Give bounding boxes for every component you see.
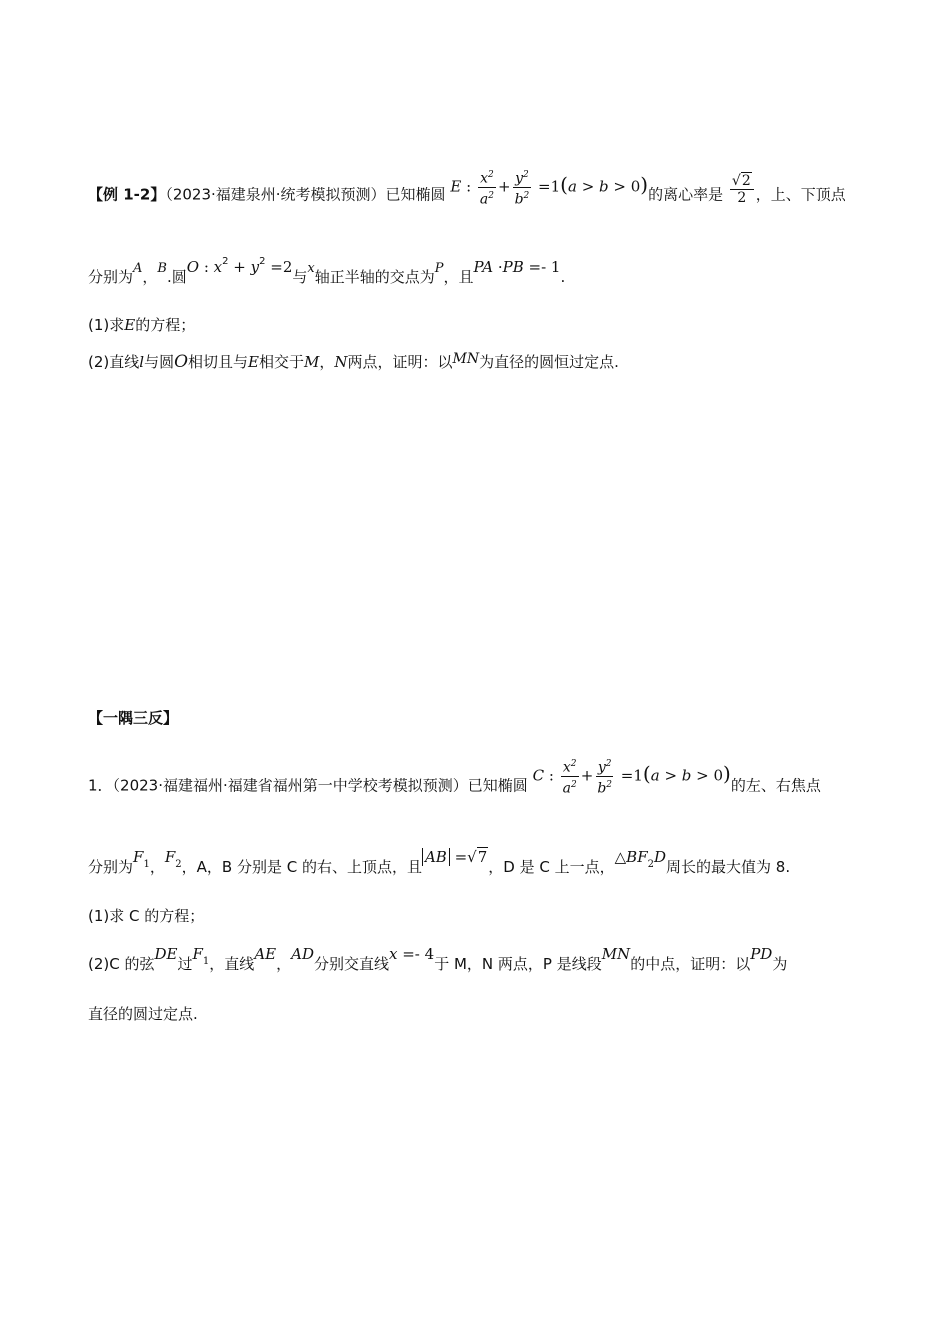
point-A: A — [133, 261, 143, 276]
point-M: M — [304, 353, 320, 371]
circle-O: O — [174, 352, 189, 372]
circle-equation-O: O : $x^2 + y^2 =2$ — [186, 256, 293, 276]
example-question-1: (1)求E的方程； — [88, 316, 196, 334]
focus-F1: $F_1$ — [133, 848, 150, 870]
symbol-E: E — [124, 316, 136, 334]
segment-MN-practice: MN — [601, 945, 631, 963]
dot-product-condition: PA ·PB =- 1 — [473, 258, 561, 276]
eccentricity-value: $\frac{√2}{2}$ — [730, 173, 754, 206]
practice-heading: 【一隅三反】 — [88, 709, 179, 727]
point-B: B — [157, 261, 167, 276]
practice-line-2: 分别为$F_1$，$F_2$，A，B 分别是 C 的右、上顶点，且AB =√7，D 是 C 上一点，$\triangle BF_2D$周长的最大值为 8. — [88, 848, 791, 876]
ellipse-equation-E: E : $\frac{x^2}{a^2}$ + $\frac{y^2}{b^2}$ =1(a > b > 0) — [450, 167, 648, 207]
practice-question-2-cont: 直径的圆过定点. — [88, 1005, 198, 1023]
point-P: P — [434, 261, 444, 276]
practice-question-1: (1)求 C 的方程； — [88, 907, 205, 925]
axis-x: x — [307, 261, 315, 276]
segment-MN: MN — [452, 351, 480, 367]
example-line-1: 【例 1-2】（2023·福建泉州·统考模拟预测）已知椭圆 E : $\frac{x^2}{a^2}$ + $\frac{y^2}{b^2}$ =1(a > b > 0)的离心率是 $\frac{√2}{2}$ ，上、下顶点 — [88, 175, 870, 215]
practice-question-2: (2)C 的弦DE过$F_1$，直线AE，AD分别交直线x =- 4于 M，N 两点，P 是线段MN的中点，证明：以PD为 — [88, 945, 788, 973]
point-N: N — [334, 353, 348, 371]
ellipse-equation-C: C : $\frac{x^2}{a^2}$ + $\frac{y^2}{b^2}$ =1(a > b > 0) — [533, 756, 731, 796]
example-line-2: 分别为A，B.圆O : $x^2 + y^2 =2$与x轴正半轴的交点为P，且PA ·PB =- 1. — [88, 256, 566, 286]
segment-PD: PD — [750, 945, 773, 963]
line-AD: AD — [291, 945, 314, 963]
line-x-eq-minus-4: x =- 4 — [389, 945, 435, 963]
practice-source: （2023·福建福州·福建省福州第一中学校考模拟预测） — [112, 776, 468, 795]
triangle-BF2D: $\triangle BF_2D$ — [614, 848, 667, 870]
focus-F2: $F_2$ — [164, 848, 182, 870]
example-question-2: (2)直线l与圆O相切且与E相交于M，N两点，证明：以MN为直径的圆恒过定点. — [88, 351, 619, 372]
line-AE: AE — [254, 945, 277, 963]
length-AB: AB =√7 — [422, 848, 488, 866]
line-l: l — [139, 353, 145, 371]
chord-DE: DE — [154, 945, 178, 963]
practice-line-1: 1．（2023·福建福州·福建省福州第一中学校考模拟预测）已知椭圆 C : $\frac{x^2}{a^2}$ + $\frac{y^2}{b^2}$ =1(a > b > 0)的左、右焦点 — [88, 766, 870, 806]
example-tag: 【例 1-2】 — [88, 185, 166, 204]
example-source: （2023·福建泉州·统考模拟预测） — [165, 185, 386, 204]
